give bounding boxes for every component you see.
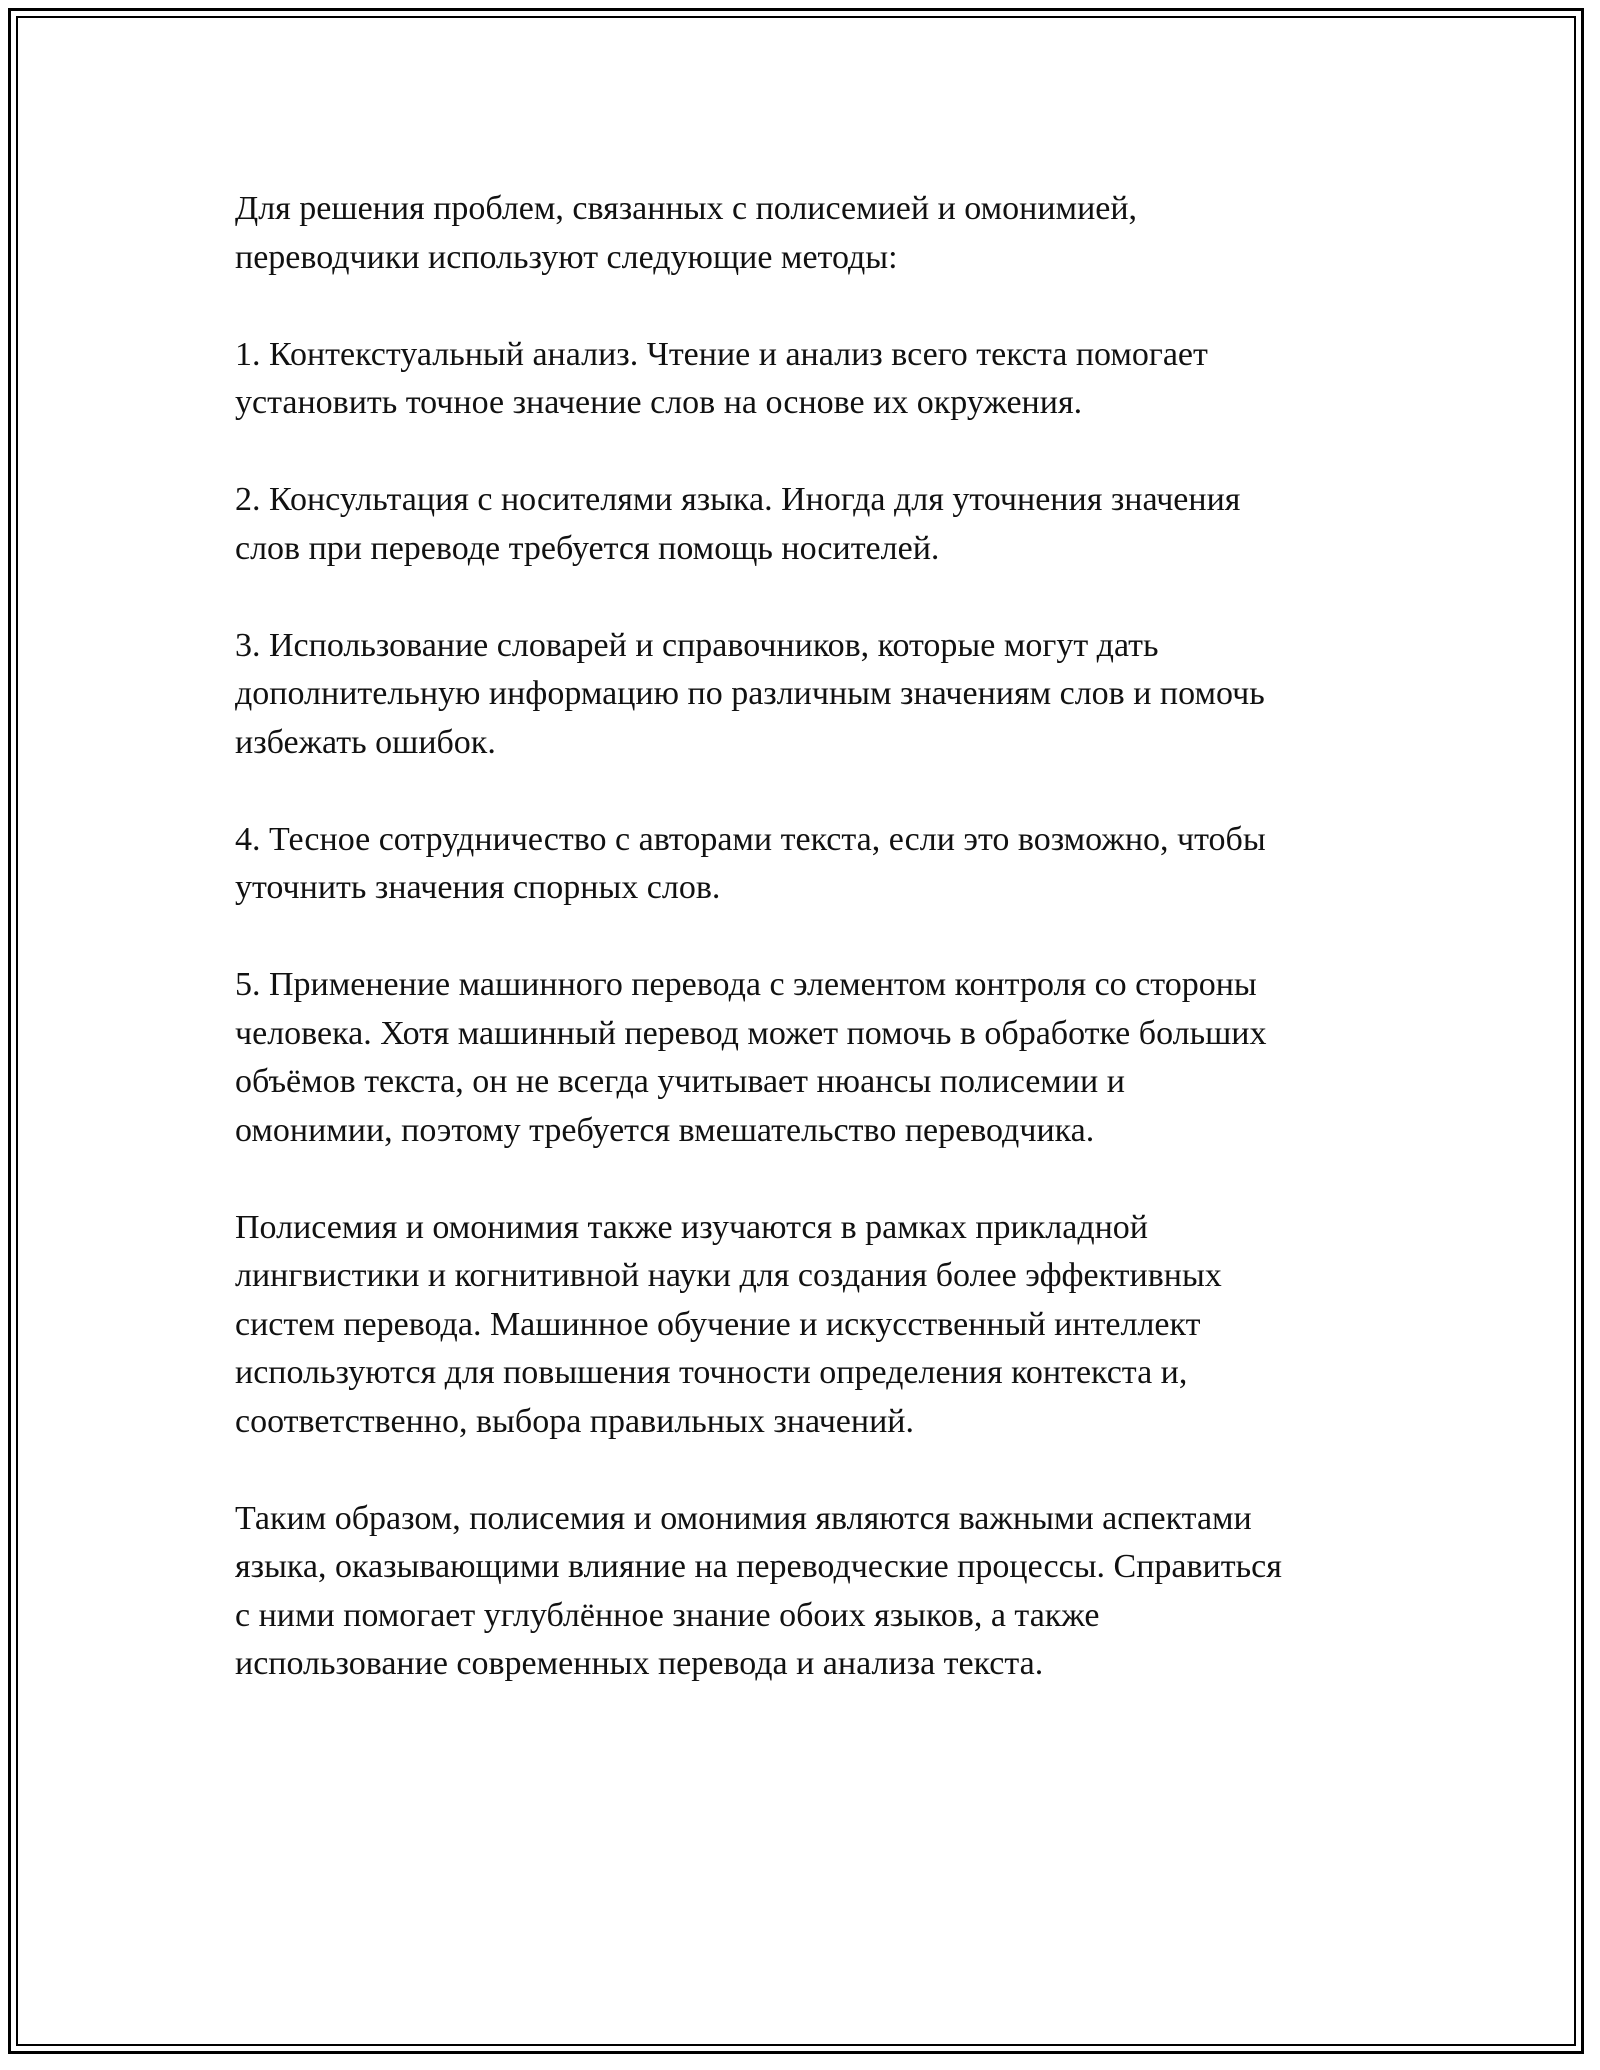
intro-paragraph: Для решения проблем, связанных с полисемией и омонимией, переводчики используют следующие методы: [235,190,1138,276]
research-paragraph: Полисемия и омонимия также изучаются в рамках прикладной лингвистики и когнитивной науки для создания более эффективных систем перевода. Машинное обучение и искусственный интеллект используются для повышения точности определения контекста и, соответственно, выбора правильных значений. [235,1208,1222,1440]
document-body [235,185,1385,1737]
method-4-paragraph: 4. Тесное сотрудничество с авторами текста, если это возможно, чтобы уточнить значения спорных слов. [235,820,1266,906]
conclusion-paragraph: Таким образом, полисемия и омонимия являются важными аспектами языка, оказывающими влияние на переводческие процессы. Справиться с ними помогает углублённое знание обоих языков, а также использование современных перевода и анализа текста. [235,1499,1282,1682]
method-5-paragraph: 5. Применение машинного перевода с элементом контроля со стороны человека. Хотя машинный перевод может помочь в обработке больших объёмов текста, он не всегда учитывает нюансы полисемии и омонимии, поэтому требуется вмешательство переводчика. [235,966,1267,1149]
method-1-paragraph: 1. Контекстуальный анализ. Чтение и анализ всего текста помогает установить точное значение слов на основе их окружения. [235,335,1208,421]
method-2-paragraph: 2. Консультация с носителями языка. Иногда для уточнения значения слов при переводе требуется помощь носителей. [235,481,1241,567]
method-3-paragraph: 3. Использование словарей и справочников, которые могут дать дополнительную информацию по различным значениям слов и помочь избежать ошибок. [235,626,1265,761]
